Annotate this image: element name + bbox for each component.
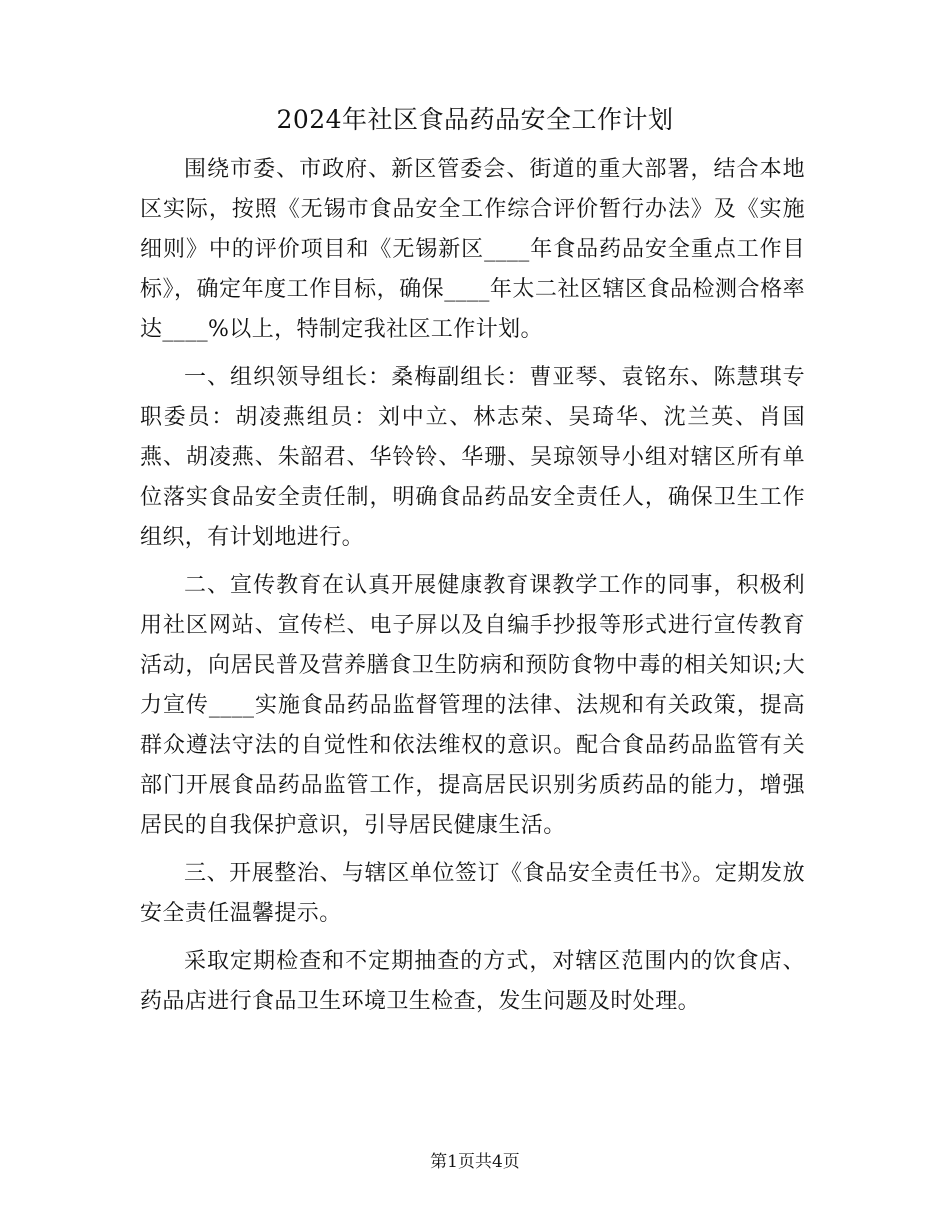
paragraph-organization: 一、组织领导组长：桑梅副组长：曹亚琴、袁铭东、陈慧琪专职委员：胡凌燕组员：刘中立、林志荣、吴琦华、沈兰英、肖国燕、胡凌燕、朱韶君、华铃铃、华珊、吴琼领导小组对辖区所有单位落实食品安全责任制，明确食品药品安全责任人，确保卫生工作组织，有计划地进行。 xyxy=(140,365,805,550)
page-number: 第1页共4页 xyxy=(430,1152,520,1172)
document-title: 2024年社区食品药品安全工作计划 xyxy=(276,105,674,134)
paragraph-intro: 围绕市委、市政府、新区管委会、街道的重大部署，结合本地区实际，按照《无锡市食品安全工作综合评价暂行办法》及《实施细则》中的评价项目和《无锡新区____年食品药品安全重点工作目标》，确定年度工作目标，确保____年太二社区辖区食品检测合格率达____%以上，特制定我社区工作计划。 xyxy=(140,157,805,342)
paragraph-publicity: 二、宣传教育在认真开展健康教育课教学工作的同事，积极利用社区网站、宣传栏、电子屏以及自编手抄报等形式进行宣传教育活动，向居民普及营养膳食卫生防病和预防食物中毒的相关知识;大力宣传____实施食品药品监督管理的法律、法规和有关政策，提高群众遵法守法的自觉性和依法维权的意识。配合食品药品监管有关部门开展食品药品监管工作，提高居民识别劣质药品的能力，增强居民的自我保护意识，引导居民健康生活。 xyxy=(140,573,805,838)
document-body xyxy=(140,150,805,1022)
paragraph-inspection: 采取定期检查和不定期抽查的方式，对辖区范围内的饮食店、药品店进行食品卫生环境卫生检查，发生问题及时处理。 xyxy=(140,949,805,1014)
paragraph-rectification: 三、开展整治、与辖区单位签订《食品安全责任书》。定期发放安全责任温馨提示。 xyxy=(140,861,805,926)
